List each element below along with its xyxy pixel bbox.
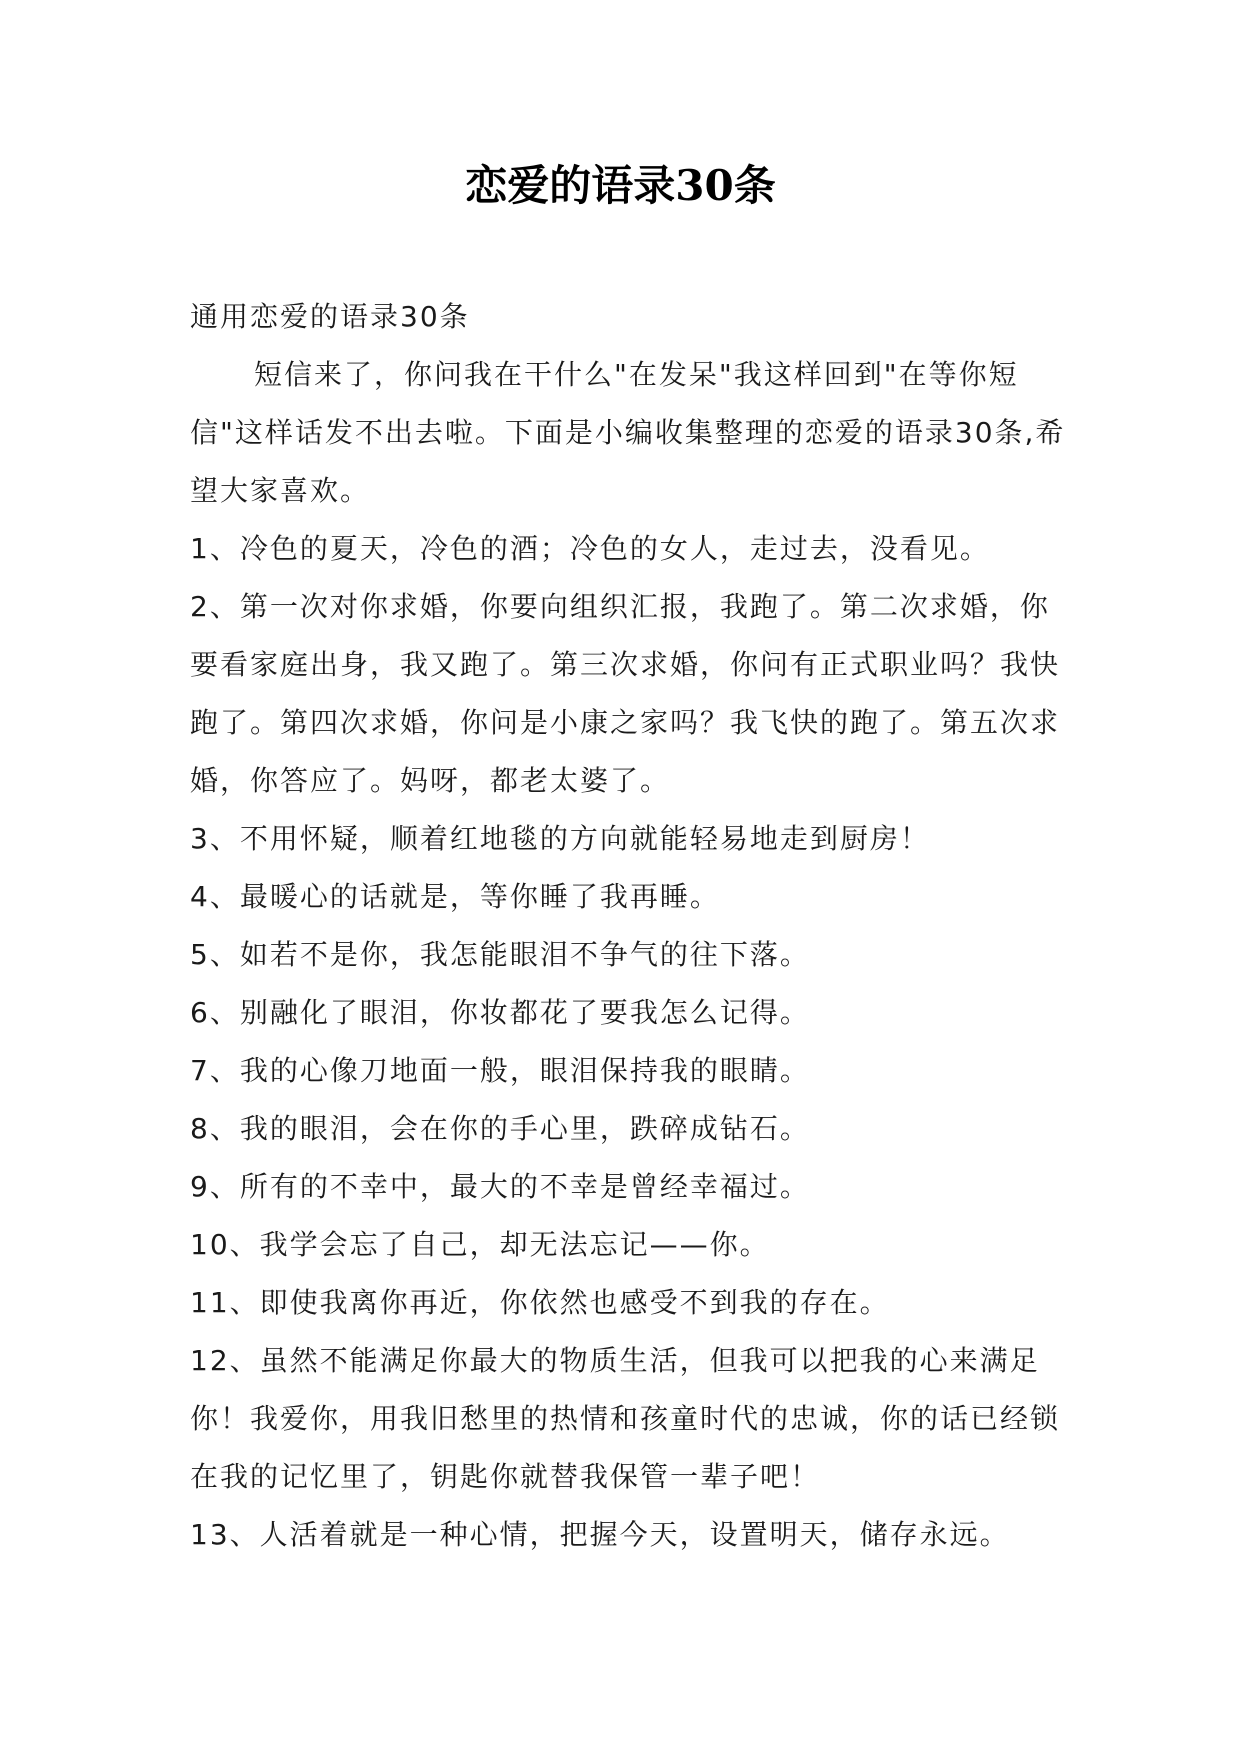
document-subtitle: 通用恋爱的语录30条: [190, 300, 470, 333]
document-body: [190, 288, 1070, 1564]
list-item: 8、我的眼泪，会在你的手心里，跌碎成钻石。: [190, 1112, 810, 1145]
list-item: 1、冷色的夏天，冷色的酒；冷色的女人，走过去，没看见。: [190, 532, 990, 565]
list-item: 7、我的心像刀地面一般，眼泪保持我的眼睛。: [190, 1054, 810, 1087]
list-item: 5、如若不是你，我怎能眼泪不争气的往下落。: [190, 938, 810, 971]
document-title: 恋爱的语录30条: [465, 161, 776, 210]
list-item: 9、所有的不幸中，最大的不幸是曾经幸福过。: [190, 1170, 810, 1203]
list-item: 2、第一次对你求婚，你要向组织汇报，我跑了。第二次求婚，你要看家庭出身，我又跑了。第三次求婚，你问有正式职业吗？我快跑了。第四次求婚，你问是小康之家吗？我飞快的跑了。第五次求婚，你答应了。妈呀，都老太婆了。: [190, 590, 1061, 797]
list-item: 6、别融化了眼泪，你妆都花了要我怎么记得。: [190, 996, 810, 1029]
list-item: 11、即使我离你再近，你依然也感受不到我的存在。: [190, 1286, 890, 1319]
list-item: 3、不用怀疑，顺着红地毯的方向就能轻易地走到厨房！: [190, 822, 930, 855]
list-item: 4、最暖心的话就是，等你睡了我再睡。: [190, 880, 720, 913]
list-item: 13、人活着就是一种心情，把握今天，设置明天，储存永远。: [190, 1518, 1010, 1551]
list-item: 12、虽然不能满足你最大的物质生活，但我可以把我的心来满足你！我爱你，用我旧愁里的热情和孩童时代的忠诚，你的话已经锁在我的记忆里了，钥匙你就替我保管一辈子吧！: [190, 1344, 1061, 1493]
list-item: 10、我学会忘了自己，却无法忘记——你。: [190, 1228, 770, 1261]
intro-paragraph: 短信来了，你问我在干什么"在发呆"我这样回到"在等你短信"这样话发不出去啦。下面是小编收集整理的恋爱的语录30条,希望大家喜欢。: [190, 358, 1066, 507]
